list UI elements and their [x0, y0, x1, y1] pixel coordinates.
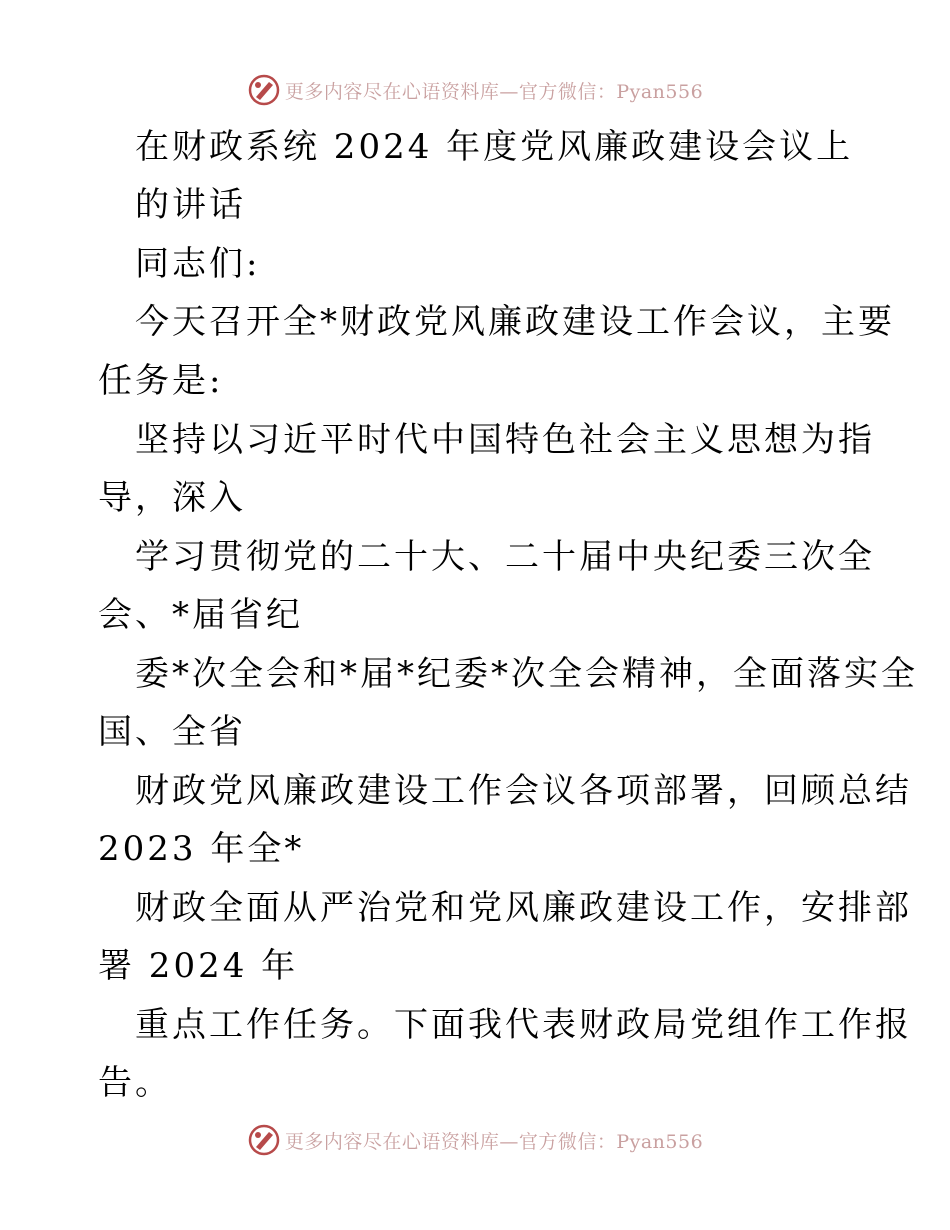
body-line: 坚持以习近平时代中国特色社会主义思想为指 [135, 420, 875, 460]
body-line: 重点工作任务。下面我代表财政局党组作工作报 [135, 1005, 912, 1045]
watermark-inner [247, 1123, 703, 1157]
body-line: 署 2024 年 [98, 946, 299, 986]
body-line: 国、全省 [98, 712, 246, 752]
body-line: 告。 [98, 1063, 172, 1103]
title-line-1: 在财政系统 2024 年度党风廉政建设会议上 [135, 127, 854, 167]
body-line: 财政全面从严治党和党风廉政建设工作，安排部 [135, 888, 912, 928]
watermark-banner-bottom [0, 1120, 950, 1160]
title-line-2: 的讲话 [135, 185, 246, 225]
body-line: 学习贯彻党的二十大、二十届中央纪委三次全 [135, 537, 875, 577]
body-line: 财政党风廉政建设工作会议各项部署，回顾总结 [135, 771, 912, 811]
body-line: 委*次全会和*届*纪委*次全会精神，全面落实全 [135, 654, 918, 694]
watermark-text: 更多内容尽在心语资料库—官方微信：Pyan556 [284, 80, 704, 103]
watermark-text: 更多内容尽在心语资料库—官方微信：Pyan556 [284, 1130, 704, 1153]
body-line: 2023 年全* [98, 829, 305, 869]
body-line: 导，深入 [98, 478, 246, 518]
pen-logo-icon [247, 1123, 281, 1157]
body-line: 今天召开全*财政党风廉政建设工作会议，主要 [135, 302, 895, 342]
body-line: 会、*届省纪 [98, 595, 303, 635]
body-line: 任务是: [98, 361, 224, 401]
body-line: 同志们: [135, 244, 261, 284]
